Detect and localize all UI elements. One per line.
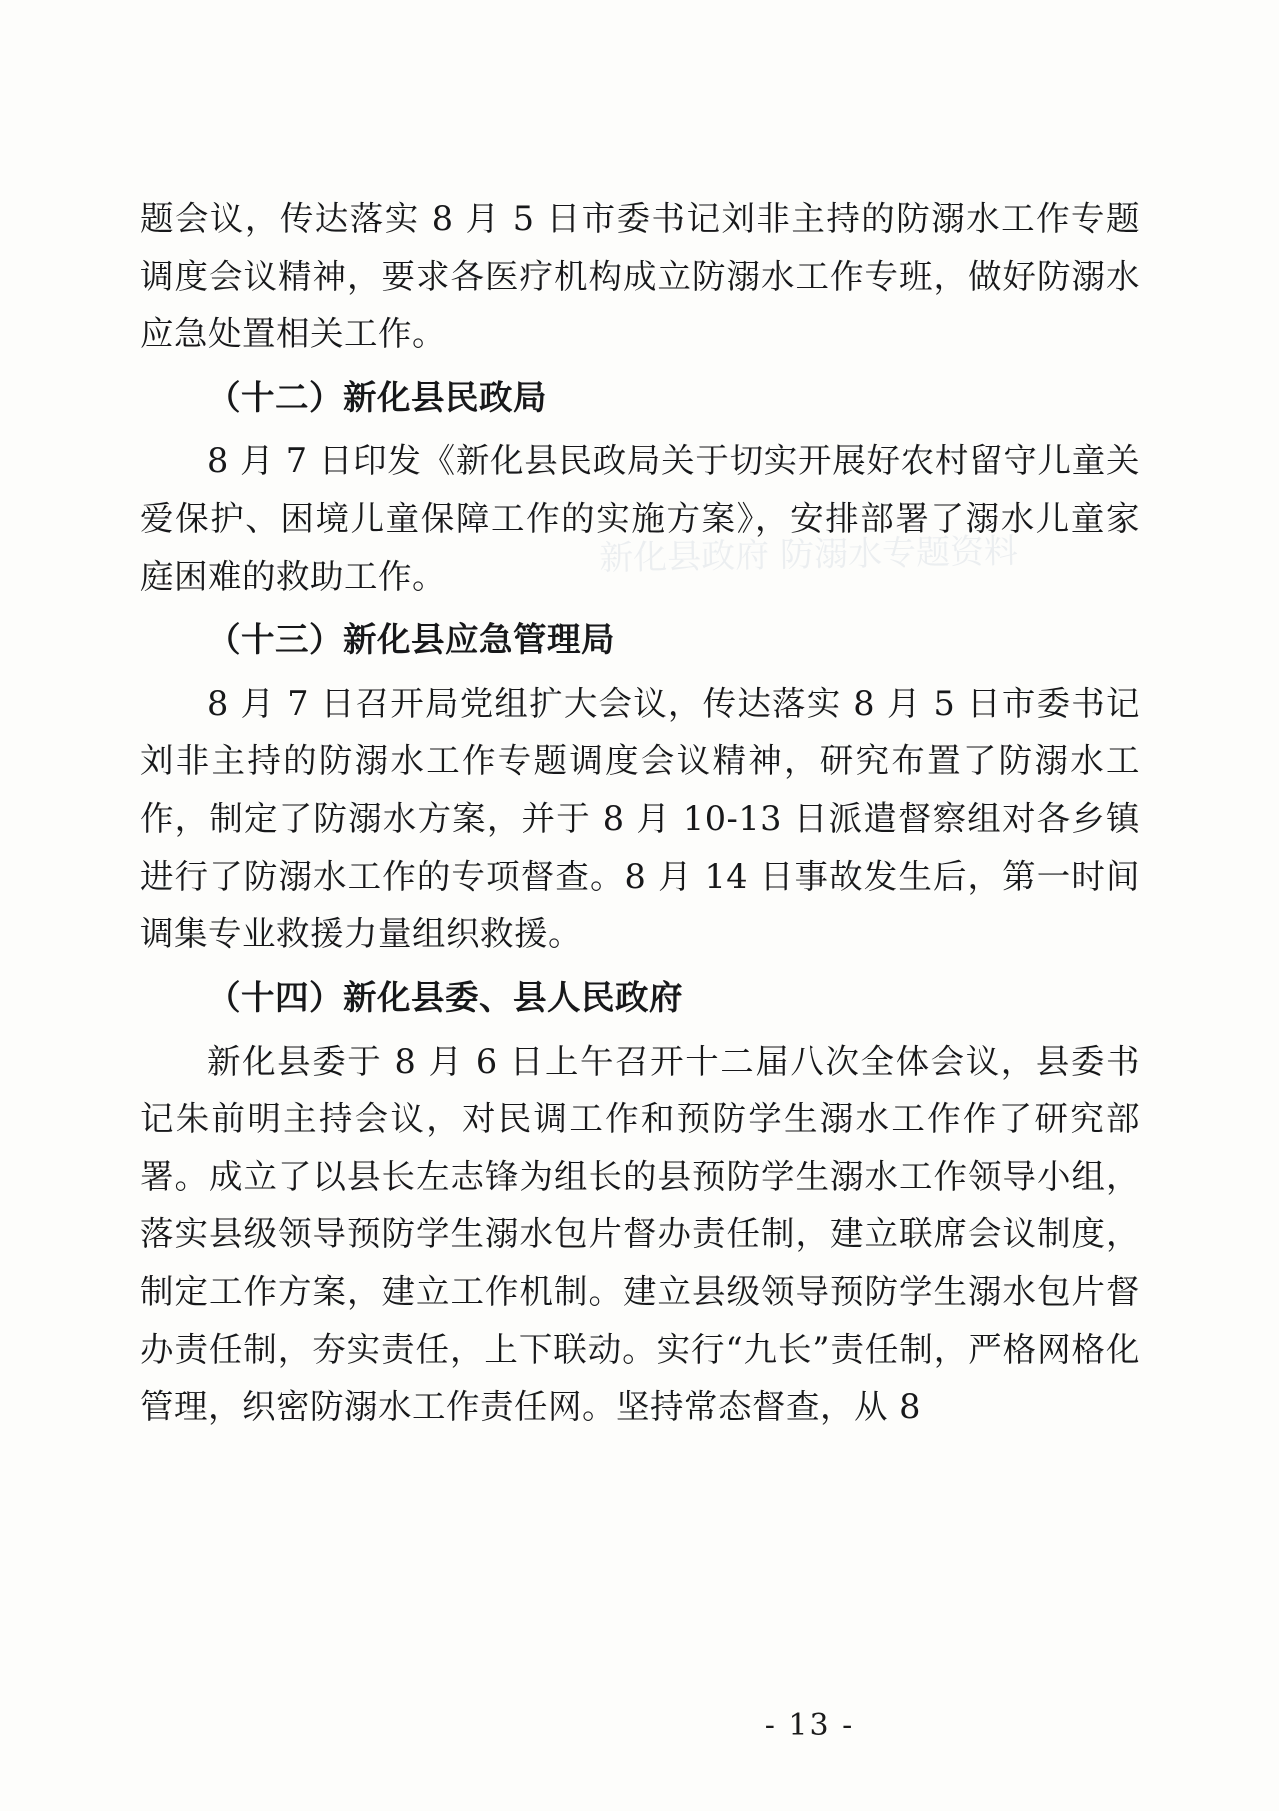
page-number xyxy=(0,1708,1279,1743)
paragraph-county-party-gov: 新化县委于 8 月 6 日上午召开十二届八次全体会议，县委书记朱前明主持会议，对民调工作和预防学生溺水工作作了研究部署。成立了以县长左志锋为组长的县预防学生溺水工作领导小组，落实县级领导预防学生溺水包片督办责任制，建立联席会议制度，制定工作方案，建立工作机制。建立县级领导预防学生溺水包片督办责任制，夯实责任，上下联动。实行“九长”责任制，严格网格化管理，织密防溺水工作责任网。坚持常态督查，从 8 xyxy=(140,1041,1140,1427)
heading-civil-affairs: （十二）新化县民政局 xyxy=(207,377,547,417)
page-body xyxy=(140,190,1140,1442)
paragraph-civil-affairs: 8 月 7 日印发《新化县民政局关于切实开展好农村留守儿童关爱保护、困境儿童保障工作的实施方案》，安排部署了溺水儿童家庭困难的救助工作。 xyxy=(140,441,1140,596)
watermark-text: 新化县政府 防溺水专题资料 xyxy=(598,531,1019,579)
paragraph-emergency-bureau: 8 月 7 日召开局党组扩大会议，传达落实 8 月 5 日市委书记刘非主持的防溺水工作专题调度会议精神，研究布置了防溺水工作，制定了防溺水方案，并于 8 月 10-13 日派遣督察组对各乡镇进行了防溺水工作的专项督查。8 月 14 日事故发生后，第一时间调集专业救援力量组织救援。 xyxy=(140,683,1140,954)
heading-emergency-bureau: （十三）新化县应急管理局 xyxy=(207,620,615,660)
page-number-label: - 13 - xyxy=(764,1708,855,1743)
heading-county-party-gov: （十四）新化县委、县人民政府 xyxy=(207,977,683,1017)
paragraph-continued-health: 题会议，传达落实 8 月 5 日市委书记刘非主持的防溺水工作专题调度会议精神，要求各医疗机构成立防溺水工作专班，做好防溺水应急处置相关工作。 xyxy=(140,199,1140,354)
